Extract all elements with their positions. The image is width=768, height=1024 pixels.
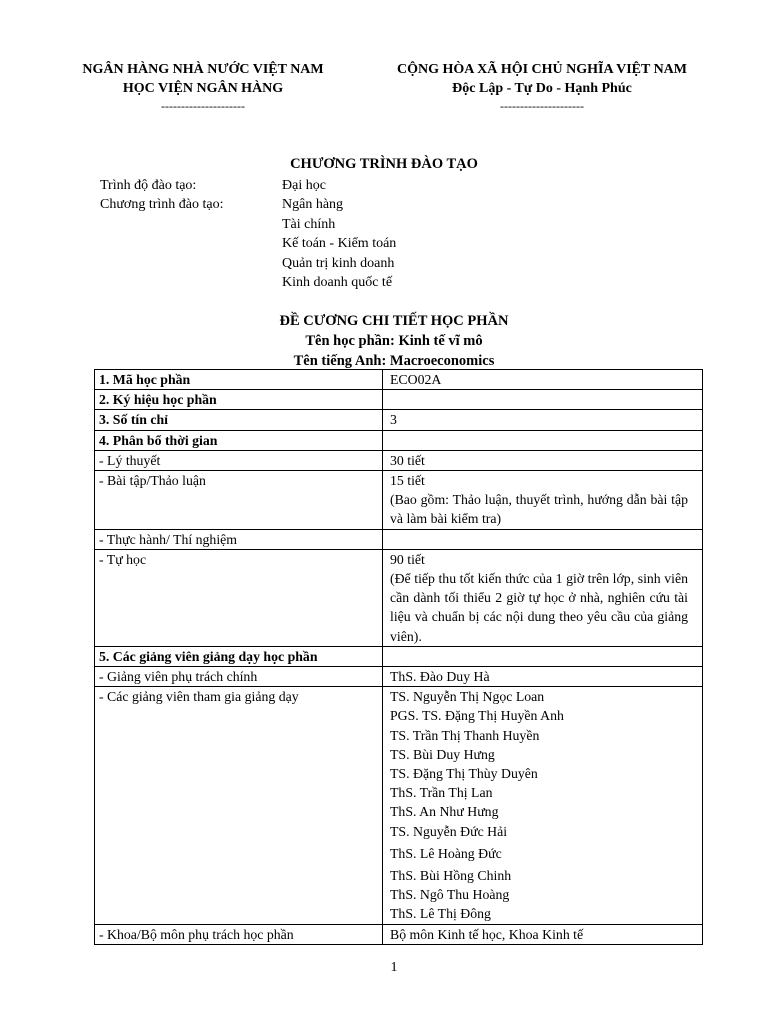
program-item: Kinh doanh quốc tế: [282, 275, 393, 291]
self-study-value: 90 tiết: [390, 551, 425, 567]
national-motto: Độc Lập - Tự Do - Hạnh Phúc: [452, 81, 632, 96]
department-label: - Khoa/Bộ môn phụ trách học phần: [95, 924, 383, 944]
academy-name: HỌC VIỆN NGÂN HÀNG: [122, 81, 284, 96]
teaching-lecturers-list: [383, 687, 703, 924]
page-number: 1: [390, 960, 398, 975]
lecturer-name: TS. Đặng Thị Thùy Duyên: [390, 766, 538, 782]
header-right: [372, 60, 712, 114]
program-item: Ngân hàng: [282, 197, 344, 213]
header-left-divider: ---------------------: [161, 99, 245, 113]
course-name: Tên học phần: Kinh tế vĩ mô: [305, 333, 483, 349]
program-item: Quản trị kinh doanh: [282, 255, 395, 271]
syllabus-heading: [0, 311, 768, 371]
course-english-name: Tên tiếng Anh: Macroeconomics: [293, 353, 495, 369]
lecturers-label: 5. Các giảng viên giảng dạy học phần: [95, 646, 383, 666]
course-info-table: [94, 369, 703, 945]
lecturer-name: ThS. An Như Hưng: [390, 804, 499, 820]
table-row: [95, 430, 703, 450]
table-row: [95, 687, 703, 924]
table-row: [95, 450, 703, 470]
department-value: Bộ môn Kinh tế học, Khoa Kinh tế: [383, 924, 703, 944]
table-row: [95, 667, 703, 687]
exercise-label: - Bài tập/Thảo luận: [95, 471, 383, 530]
lecturer-name: ThS. Lê Thị Đông: [390, 906, 491, 922]
ministry-name: NGÂN HÀNG NHÀ NƯỚC VIỆT NAM: [82, 62, 324, 77]
self-study-label: - Tự học: [95, 549, 383, 646]
theory-label: - Lý thuyết: [95, 450, 383, 470]
practice-label: - Thực hành/ Thí nghiệm: [95, 529, 383, 549]
lecturer-name: TS. Nguyễn Đức Hải: [390, 823, 508, 839]
code-label: 1. Mã học phần: [95, 370, 383, 390]
syllabus-title: ĐỀ CƯƠNG CHI TIẾT HỌC PHẦN: [279, 313, 509, 329]
program-title: CHƯƠNG TRÌNH ĐÀO TẠO: [290, 156, 478, 172]
exercise-value: 15 tiết: [390, 473, 425, 489]
theory-value: 30 tiết: [383, 450, 703, 470]
exercise-note: (Bao gồm: Thảo luận, thuyết trình, hướng dẫn bài tập và làm bài kiểm tra): [390, 492, 688, 527]
table-row: [95, 924, 703, 944]
credits-value: 3: [383, 410, 703, 430]
lecturer-name: TS. Trần Thị Thanh Huyền: [390, 727, 540, 743]
lecturer-name: TS. Bùi Duy Hưng: [390, 746, 495, 762]
table-row: [95, 471, 703, 530]
practice-value: [383, 529, 703, 549]
program-item: Tài chính: [282, 216, 336, 232]
program-label: Chương trình đào tạo:: [100, 197, 224, 213]
program-info: [100, 176, 396, 292]
symbol-value: [383, 390, 703, 410]
level-value: Đại học: [282, 178, 326, 193]
lecturer-name: ThS. Bùi Hồng Chinh: [390, 868, 512, 884]
lecturer-name: PGS. TS. Đặng Thị Huyền Anh: [390, 708, 564, 724]
main-lecturer-label: - Giảng viên phụ trách chính: [95, 667, 383, 687]
code-value: ECO02A: [383, 370, 703, 390]
table-row: [95, 390, 703, 410]
credits-label: 3. Số tín chỉ: [95, 410, 383, 430]
symbol-label: 2. Ký hiệu học phần: [95, 390, 383, 410]
program-item: Kế toán - Kiểm toán: [282, 236, 397, 252]
table-row: [95, 370, 703, 390]
main-lecturer-value: ThS. Đào Duy Hà: [383, 667, 703, 687]
level-label: Trình độ đào tạo:: [100, 178, 197, 193]
self-study-note: (Để tiếp thu tốt kiến thức của 1 giờ trên lớp, sinh viên cần dành tối thiểu 2 giờ tự học ở nhà, nghiên cứu tài liệu và chuẩn bị các nội dung theo yêu cầu của giảng viên).: [390, 571, 688, 644]
lecturer-name: ThS. Trần Thị Lan: [390, 785, 493, 801]
table-row: [95, 646, 703, 666]
table-row: [95, 410, 703, 430]
table-row: [95, 549, 703, 646]
table-row: [95, 529, 703, 549]
lecturer-name: TS. Nguyễn Thị Ngọc Loan: [390, 689, 545, 705]
header-right-divider: ---------------------: [500, 99, 584, 113]
time-label: 4. Phân bổ thời gian: [95, 430, 383, 450]
lecturer-name: ThS. Ngô Thu Hoàng: [390, 887, 510, 903]
teaching-lecturers-label: - Các giảng viên tham gia giảng dạy: [95, 687, 383, 924]
header-left: [58, 60, 348, 114]
lecturer-name: ThS. Lê Hoàng Đức: [390, 845, 502, 861]
national-title: CỘNG HÒA XÃ HỘI CHỦ NGHĨA VIỆT NAM: [396, 62, 687, 77]
